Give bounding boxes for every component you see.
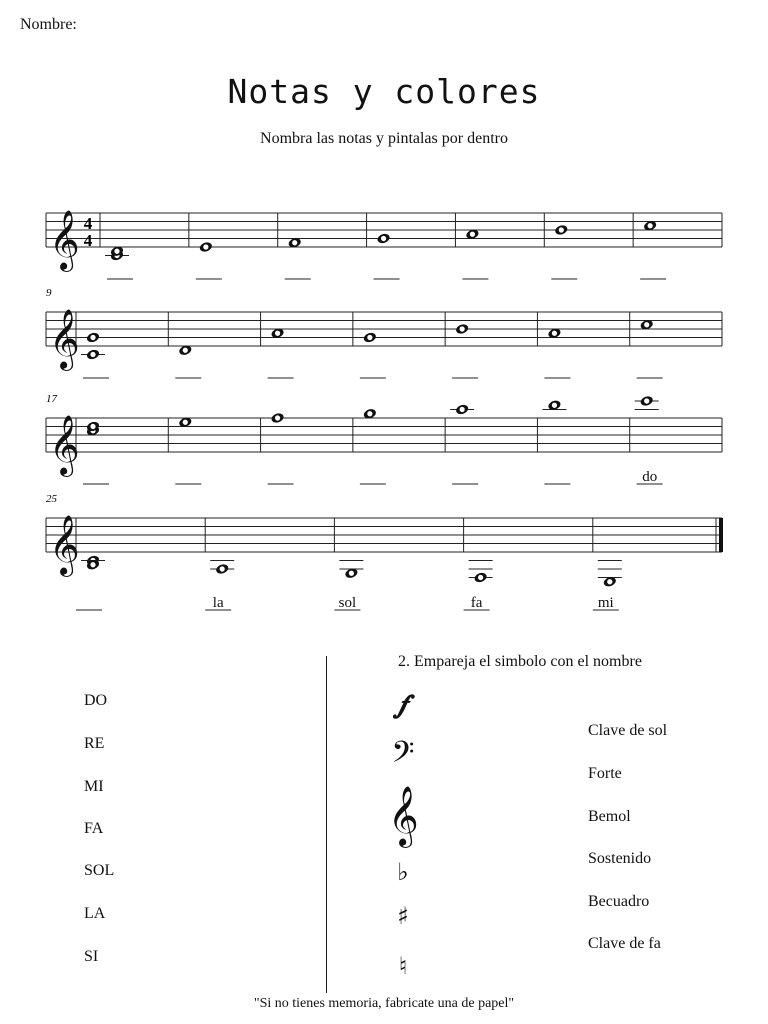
final-barline-thick [719,518,723,552]
symbol-name-forte: Forte [588,765,622,782]
treble-clef-icon: 𝄞 [49,212,80,269]
symbol-name-clave-de-sol: Clave de sol [588,722,668,739]
whole-note [270,412,285,425]
treble-clef-icon: 𝄞 [388,786,419,846]
whole-note [455,323,470,336]
answer-text: fa [470,595,483,611]
bass-clef-icon: 𝄢 [391,736,415,777]
flat-icon: ♭ [397,858,409,886]
treble-clef-icon: 𝄞 [49,417,80,474]
answer-text: mi [597,595,614,611]
footer-quote: "Si no tienes memoria, fabricate una de papel" [253,996,515,1011]
measure-number: 25 [46,493,57,505]
symbol-name-sostenido: Sostenido [588,850,652,867]
note-name-si: SI [84,948,99,965]
whole-note [455,403,470,416]
whole-note [363,331,378,344]
answer-text: do [642,469,658,485]
natural-icon: ♮ [398,952,408,980]
name-label: Nombre: [20,16,77,33]
symbol-name-bemol: Bemol [588,808,631,825]
note-name-fa: FA [84,820,104,837]
section-divider [326,656,327,993]
forte-icon: 𝆑 [398,690,408,720]
time-signature-top: 4 [83,214,93,233]
page-title: Notas y colores [227,72,541,111]
whole-note [199,241,214,254]
whole-note [215,563,230,576]
whole-note [473,571,488,584]
page-subtitle: Nombra las notas y pintalas por dentro [260,130,508,147]
symbol-name-clave-de-fa: Clave de fa [588,935,661,952]
answer-text: la [212,595,224,611]
treble-clef-icon: 𝄞 [49,517,80,574]
note-name-do: DO [84,692,108,709]
sharp-icon: ♯ [397,902,409,930]
note-name-la: LA [84,905,106,922]
note-name-mi: MI [84,778,104,795]
whole-note [639,395,654,408]
time-signature-bottom: 4 [83,231,93,250]
whole-note [86,348,101,361]
treble-clef-icon: 𝄞 [49,311,80,368]
note-name-re: RE [84,735,105,752]
whole-note [86,331,101,344]
measure-number: 9 [46,287,52,299]
whole-note [376,232,391,245]
symbol-name-becuadro: Becuadro [588,893,650,910]
measure-number: 17 [46,393,57,405]
note-name-sol: SOL [84,862,115,879]
exercise-2-title: 2. Empareja el simbolo con el nombre [398,653,642,670]
whole-note [554,224,569,237]
answer-text: sol [338,595,357,611]
